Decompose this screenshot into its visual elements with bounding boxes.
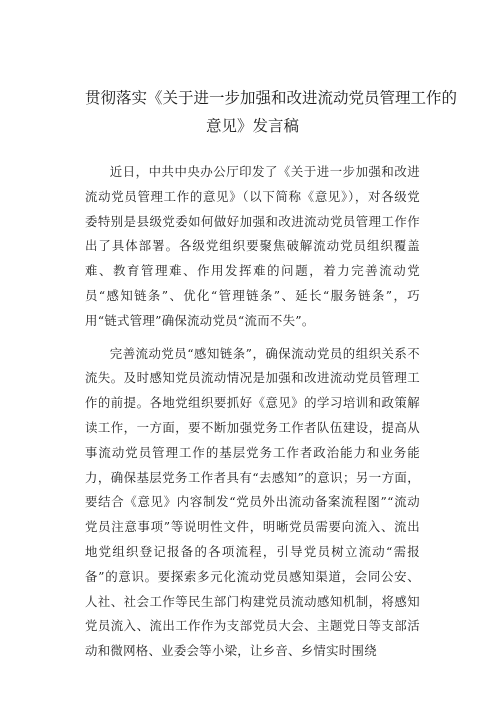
paragraph-perception-chain: 完善流动党员“感知链条”，确保流动党员的组织关系不流失。及时感知党员流动情况是加强和改进流动党员管理工作的前提。各地党组织要抓好《意见》的学习培训和政策解读工作，一方面，要不断加强党务工作者队伍建设，提高从事流动党员管理工作的基层党务工作者政治能力和业务能力，确保基层党务工作者具有“去感知”的意识；另一方面，要结合《意见》内容制发“党员外出流动备案流程图”“流动党员注意事项”等说明性文件，明晰党员需要向流入、流出地党组织登记报备的各项流程，引导党员树立流动“需报备”的意识。要探索多元化流动党员感知渠道，会同公安、人社、社会工作等民生部门构建党员流动感知机制，将感知党员流入、流出工作作为支部党员大会、主题党日等支部活动和微网格、业委会等小梁，让乡音、乡情实时围绕 — [85, 345, 420, 659]
paragraph-intro: 近日，中共中央办公厅印发了《关于进一步加强和改进流动党员管理工作的意见》（以下简称《意见》），对各级党委特别是县级党委如何做好加强和改进流动党员管理工作作出了具体部署。各级党组织要聚焦破解流动党员组织覆盖难、教育管理难、作用发挥难的问题，着力完善流动党员“感知链条”、优化“管理链条”、延长“服务链条”，巧用“链式管理”确保流动党员“流而不失”。 — [85, 164, 420, 328]
document-title — [85, 84, 458, 140]
title-line-1: 贯彻落实《关于进一步加强和改进流动党员管理工作的 — [85, 89, 458, 107]
title-line-2: 意见》发言稿 — [205, 117, 299, 135]
document-body — [85, 160, 420, 664]
